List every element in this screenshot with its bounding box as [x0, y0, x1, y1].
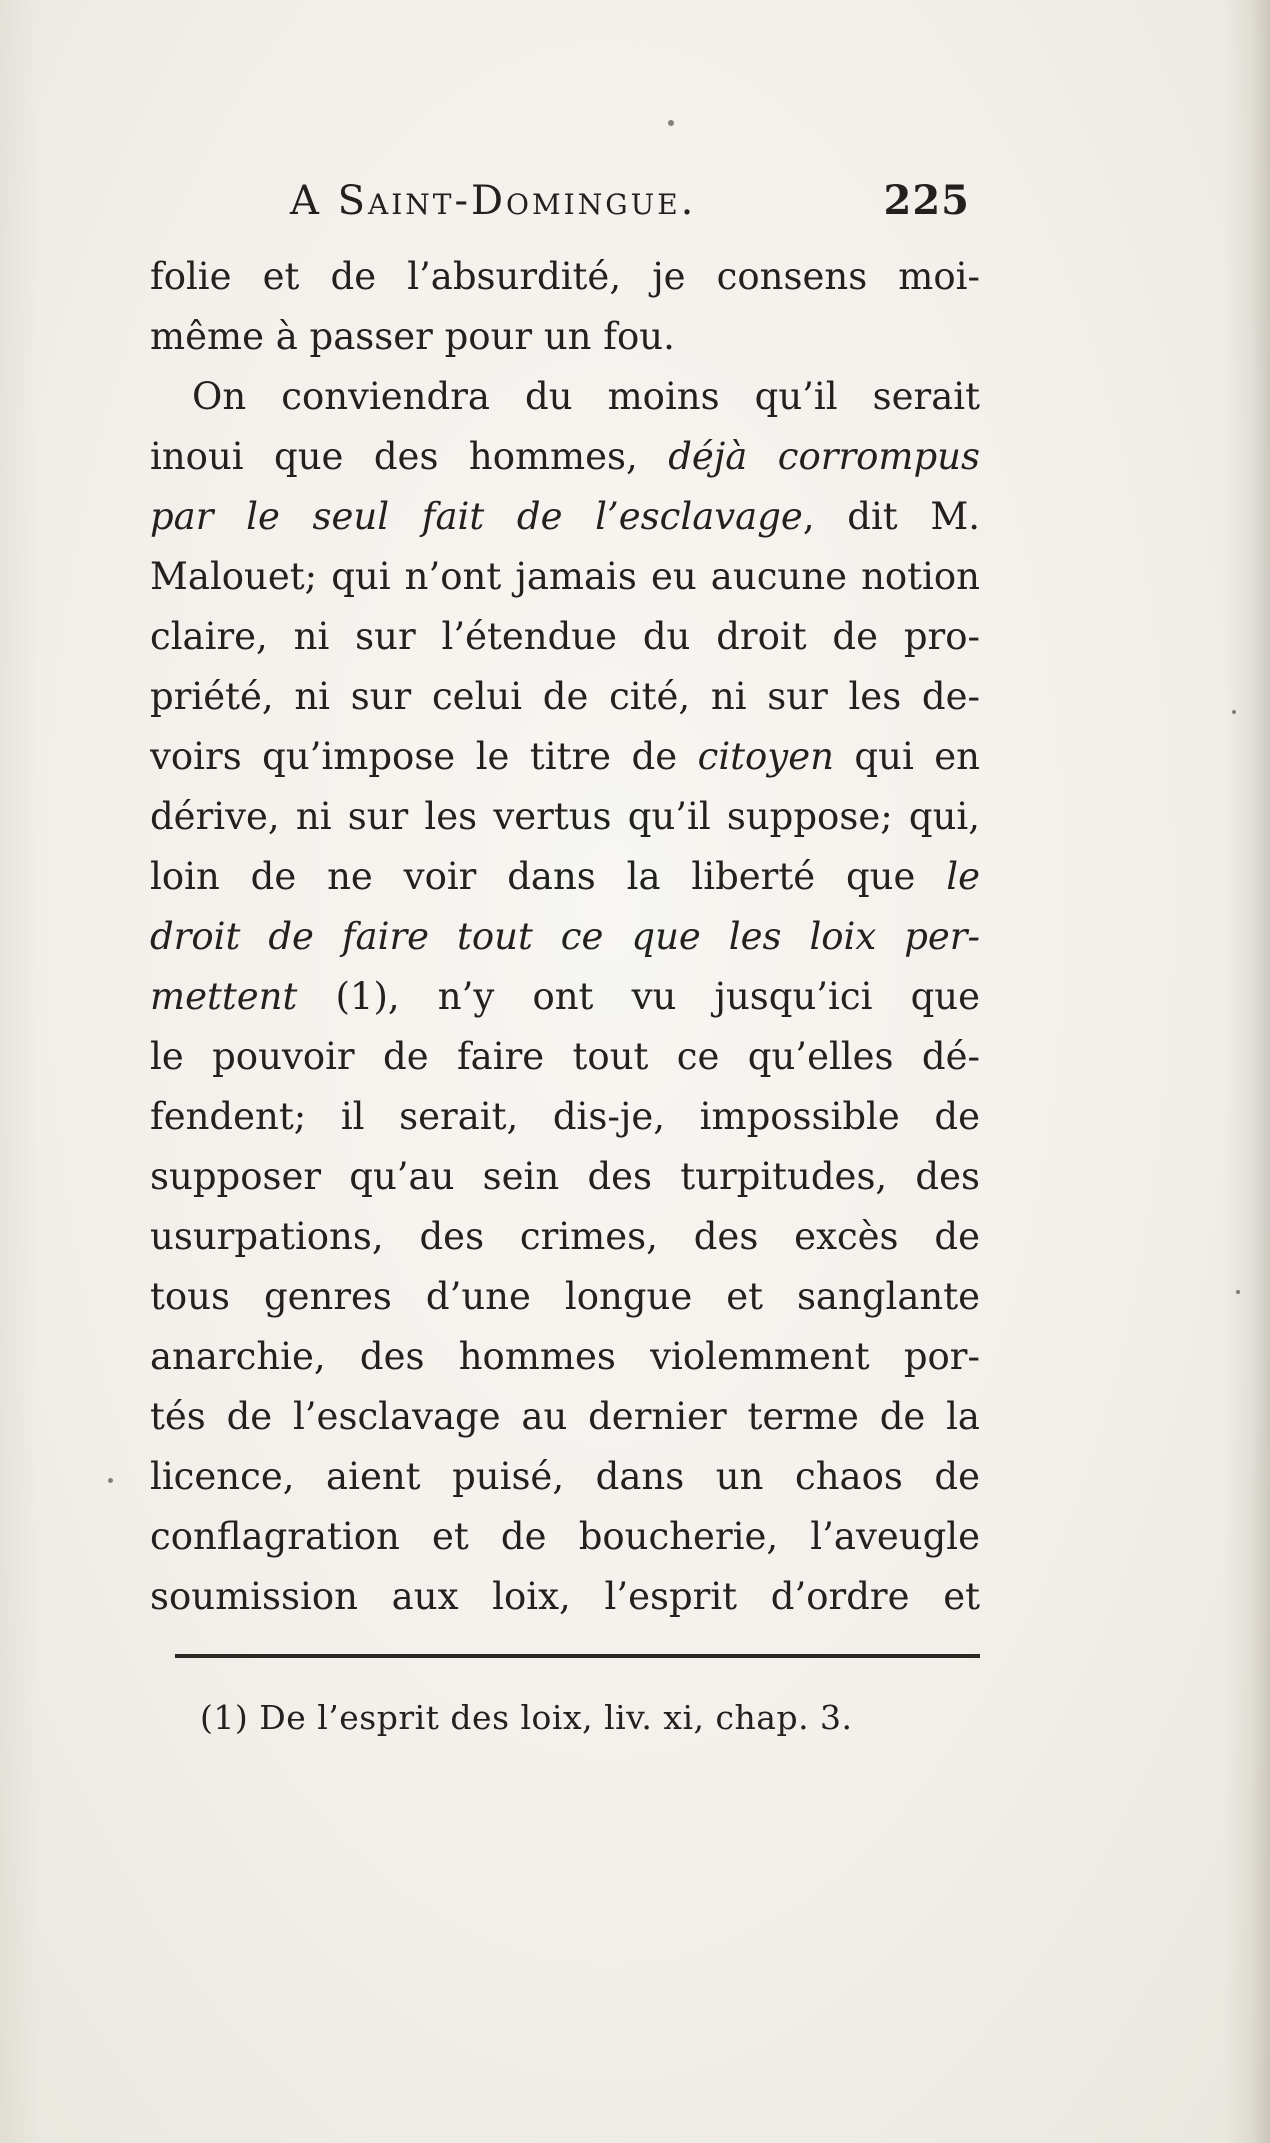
paper-fleck: [668, 120, 674, 126]
page-header: [290, 172, 970, 230]
page-left-shadow: [0, 0, 40, 2143]
text-line: soumission aux loix, l’esprit d’ordre et: [150, 1575, 980, 1618]
text-line: fendent; il serait, dis-je, impossible de: [150, 1095, 980, 1138]
text-line: mettent (1), n’y ont vu jusqu’ici que: [150, 975, 980, 1018]
italic-phrase: par le seul fait de l’esclavage: [150, 495, 803, 538]
paper-fleck: [1236, 1290, 1240, 1294]
text-line: loin de ne voir dans la liberté que le: [150, 855, 980, 898]
text-line: [150, 907, 980, 967]
text-line: inoui que des hommes, déjà corrompus: [150, 435, 980, 478]
text-line: voirs qu’impose le titre de citoyen qui en: [150, 735, 980, 778]
text-line: anarchie, des hommes violemment por-: [150, 1335, 980, 1378]
text-line: dérive, ni sur les vertus qu’il suppose; qui,: [150, 795, 980, 838]
italic-phrase: mettent: [150, 975, 298, 1018]
text-line: claire, ni sur l’étendue du droit de pro-: [150, 615, 980, 658]
page-right-shadow: [1224, 0, 1270, 2143]
text-line: par le seul fait de l’esclavage, dit M.: [150, 495, 980, 538]
text-line: supposer qu’au sein des turpitudes, des: [150, 1155, 980, 1198]
footnote: (1) De l’esprit des loix, liv. xi, chap. 3.: [200, 1698, 853, 1737]
running-title: A Saint-Domingue.: [290, 178, 697, 224]
text-line: On conviendra du moins qu’il serait: [192, 375, 980, 418]
text-line: priété, ni sur celui de cité, ni sur les de-: [150, 675, 980, 718]
italic-phrase: déjà corrompus: [668, 435, 980, 478]
text-line: usurpations, des crimes, des excès de: [150, 1215, 980, 1258]
text-line: folie et de l’absurdité, je consens moi-: [150, 255, 980, 298]
italic-phrase: le: [946, 855, 980, 898]
page-number: 225: [883, 177, 970, 224]
italic-phrase: citoyen: [697, 735, 834, 778]
italic-phrase: droit de faire tout ce que les loix per-: [150, 915, 980, 958]
text-line: tés de l’esclavage au dernier terme de la: [150, 1395, 980, 1438]
paper-fleck: [108, 1478, 113, 1483]
text-line: conflagration et de boucherie, l’aveugle: [150, 1515, 980, 1558]
text-line: Malouet; qui n’ont jamais eu aucune notion: [150, 555, 980, 598]
footnote-rule: [175, 1654, 980, 1658]
text-line: même à passer pour un fou.: [150, 315, 675, 358]
body-text: [150, 247, 980, 1627]
text-line: le pouvoir de faire tout ce qu’elles dé-: [150, 1035, 980, 1078]
paper-fleck: [1232, 710, 1236, 714]
text-line: licence, aient puisé, dans un chaos de: [150, 1455, 980, 1498]
text-line: tous genres d’une longue et sanglante: [150, 1275, 980, 1318]
